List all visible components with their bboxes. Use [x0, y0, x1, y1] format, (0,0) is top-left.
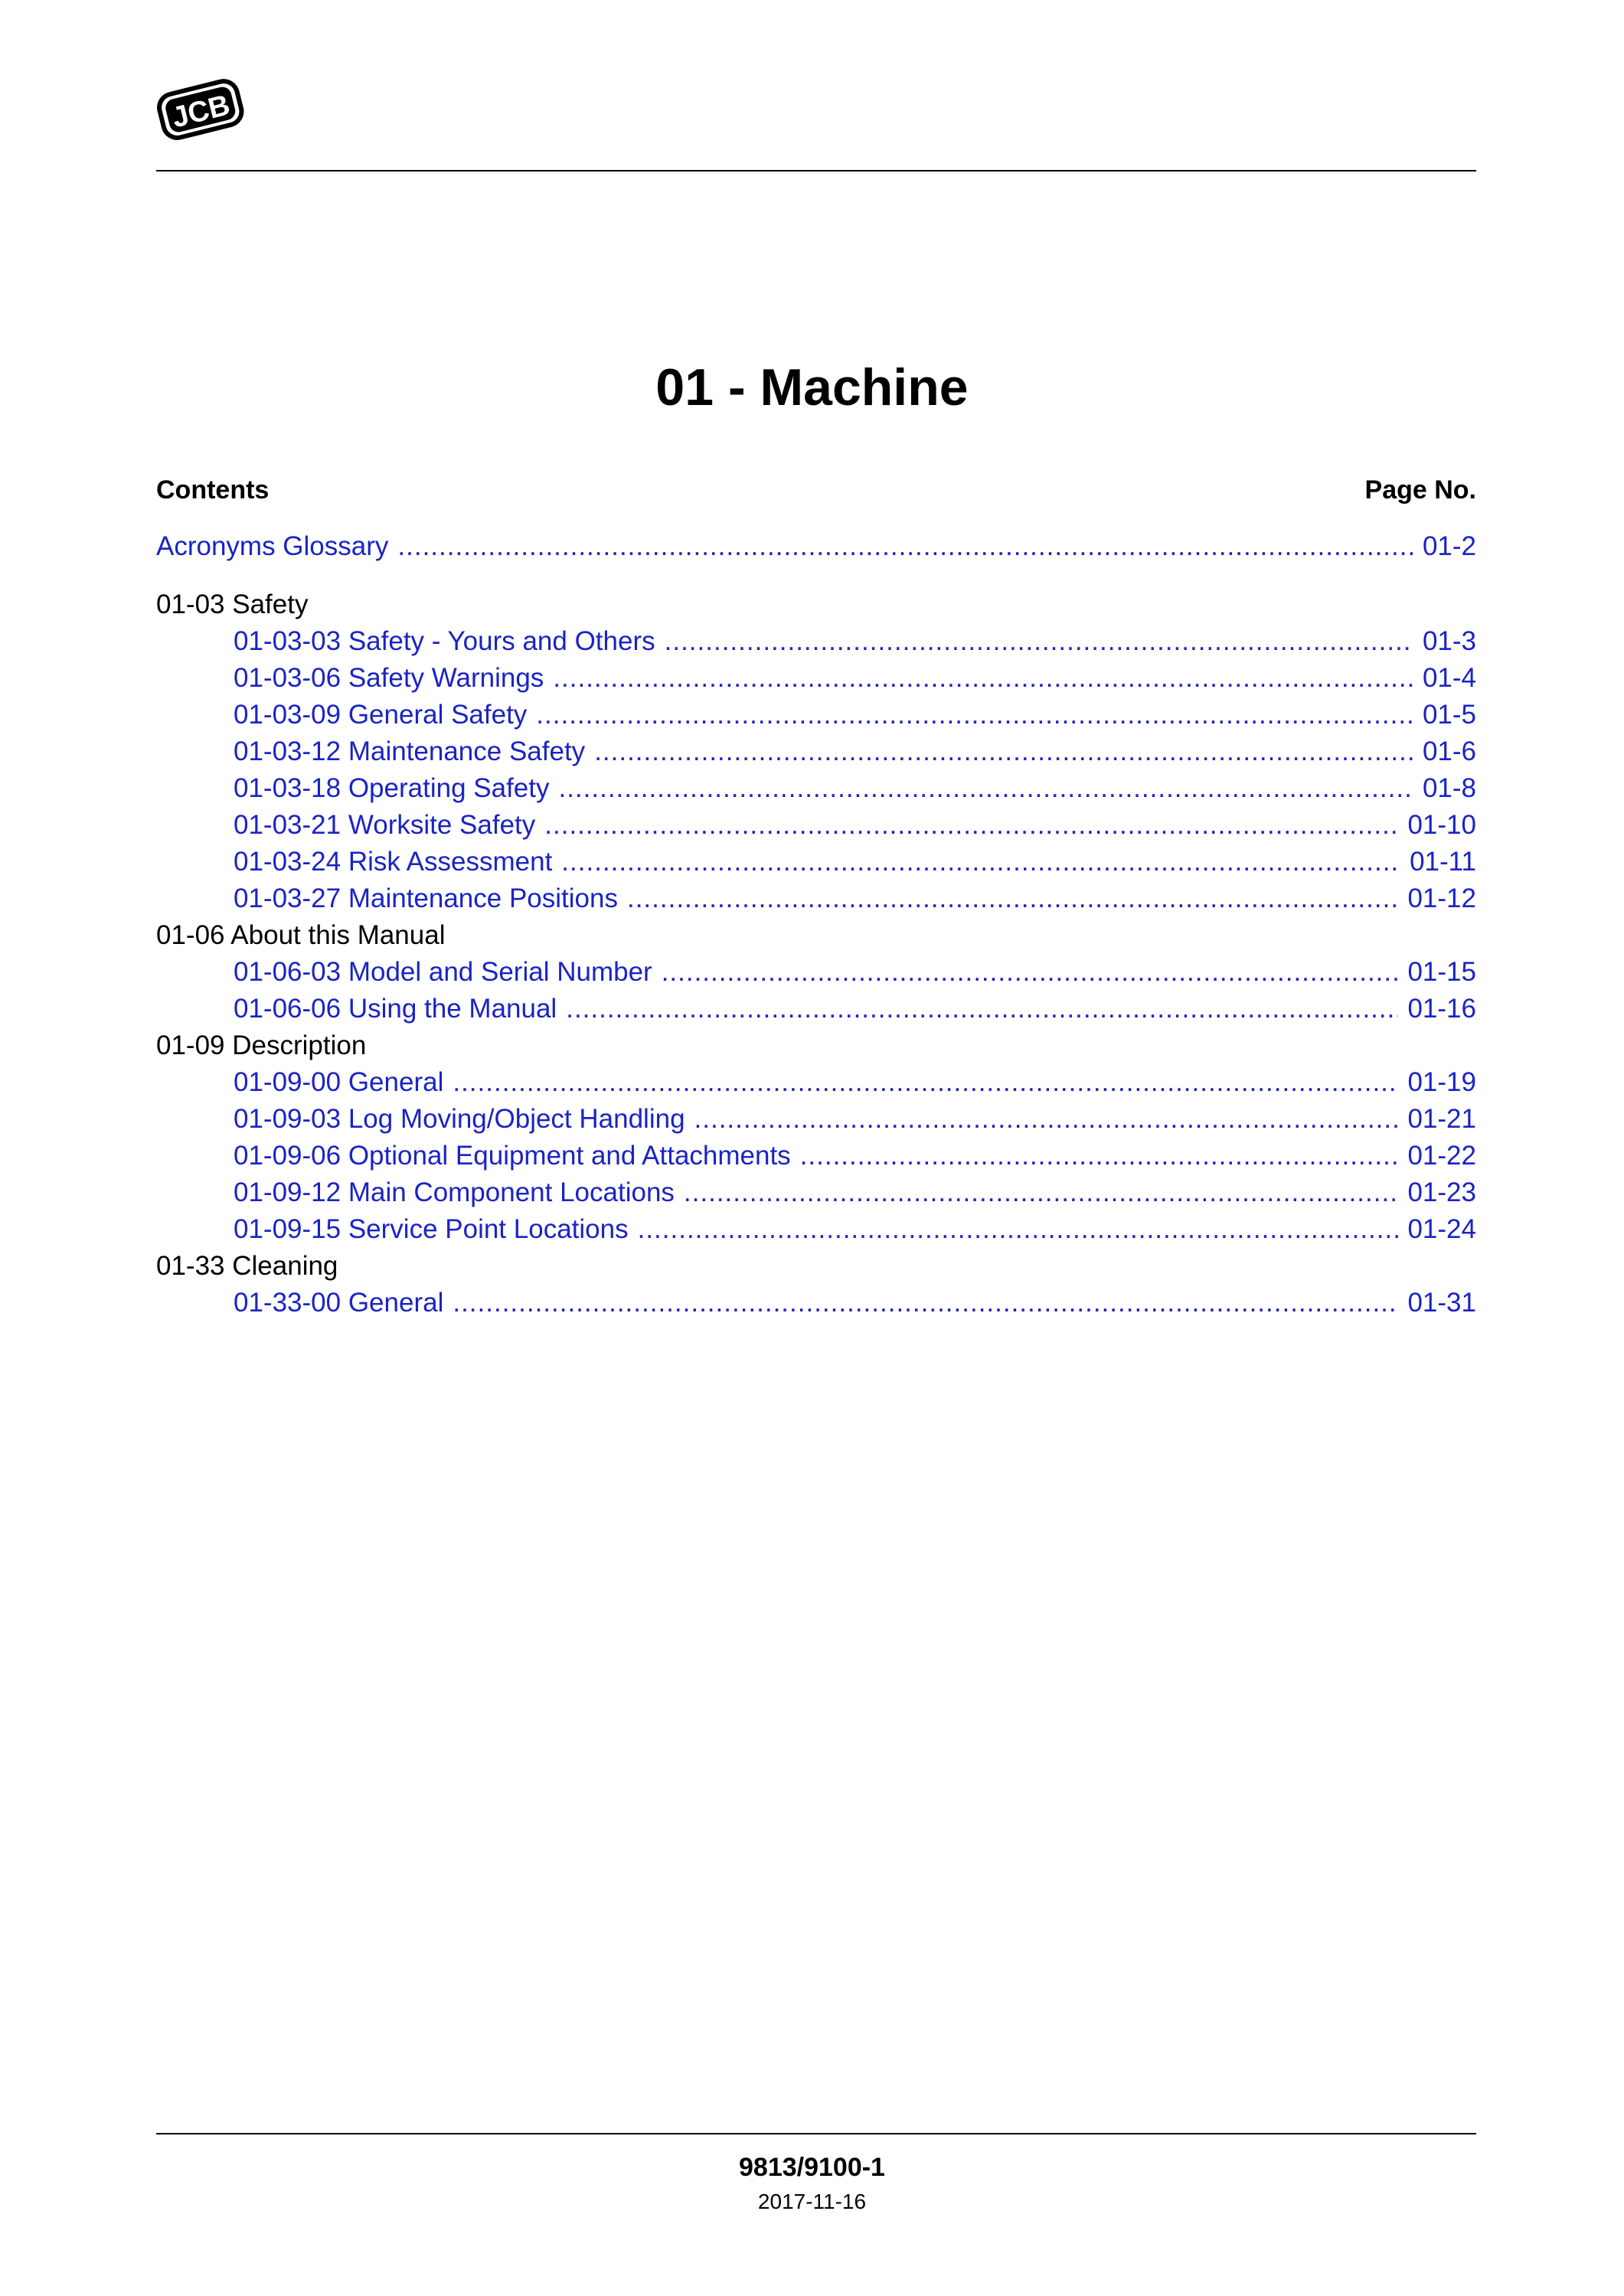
toc-entry[interactable]: 01-03-27 Maintenance Positions ..... 01-12	[156, 880, 1476, 917]
toc-section-label: 01-09 Description	[156, 1030, 367, 1060]
header-rule	[156, 170, 1476, 171]
toc-glossary	[156, 528, 1476, 565]
leader-dots	[553, 660, 1413, 697]
toc-entry[interactable]: 01-09-06 Optional Equipment and Attachments ..... 01-22	[156, 1138, 1476, 1174]
toc-entry[interactable]: 01-06-03 Model and Serial Number ..... 01-15	[156, 954, 1476, 991]
leader-dots	[561, 844, 1400, 880]
leader-dots	[665, 623, 1413, 660]
footer-rule	[156, 2133, 1476, 2134]
leader-dots	[638, 1211, 1399, 1248]
leader-dots	[684, 1174, 1399, 1211]
toc-entry[interactable]: 01-09-15 Service Point Locations ..... 01-24	[156, 1211, 1476, 1248]
leader-dots	[800, 1138, 1399, 1174]
toc-entry[interactable]: 01-03-21 Worksite Safety ..... 01-10	[156, 807, 1476, 844]
toc-entry[interactable]: 01-03-03 Safety - Yours and Others ..... 01-3	[156, 623, 1476, 660]
page-title: 01 - Machine	[655, 358, 969, 416]
leader-dots	[558, 770, 1413, 807]
footer-doc-number: 9813/9100-1	[739, 2153, 885, 2182]
page-no-heading: Page No.	[1364, 475, 1476, 505]
leader-dots	[594, 733, 1413, 770]
toc-entry[interactable]: 01-03-09 General Safety ..... 01-5	[156, 697, 1476, 733]
toc-entry[interactable]: 01-03-18 Operating Safety ..... 01-8	[156, 770, 1476, 807]
leader-dots	[453, 1285, 1398, 1321]
contents-header	[156, 470, 1476, 510]
leader-dots	[536, 697, 1413, 733]
toc-section-label: 01-33 Cleaning	[156, 1251, 338, 1281]
toc-entry-acronyms-glossary[interactable]: Acronyms Glossary ..... 01-2	[156, 528, 1476, 565]
leader-dots	[627, 880, 1398, 917]
contents-heading: Contents	[156, 475, 270, 505]
toc-entry[interactable]: 01-03-24 Risk Assessment ..... 01-11	[156, 844, 1476, 880]
toc-entry[interactable]: 01-03-12 Maintenance Safety ..... 01-6	[156, 733, 1476, 770]
toc-section-label: 01-03 Safety	[156, 590, 309, 619]
leader-dots	[544, 807, 1398, 844]
leader-dots	[662, 954, 1399, 991]
leader-dots	[566, 991, 1398, 1027]
toc-section-label: 01-06 About this Manual	[156, 920, 446, 950]
toc-list	[156, 586, 1476, 1321]
toc-entry[interactable]: 01-03-06 Safety Warnings ..... 01-4	[156, 660, 1476, 697]
toc-entry[interactable]: 01-33-00 General ..... 01-31	[156, 1285, 1476, 1321]
leader-dots	[694, 1101, 1399, 1138]
toc-entry[interactable]: 01-09-12 Main Component Locations ..... 01-23	[156, 1174, 1476, 1211]
footer-date: 2017-11-16	[757, 2190, 867, 2213]
leader-dots	[453, 1064, 1398, 1101]
svg-text:JCB: JCB	[168, 89, 234, 135]
toc-entry[interactable]: 01-09-03 Log Moving/Object Handling ..... 01-21	[156, 1101, 1476, 1138]
jcb-logo-icon	[156, 73, 245, 147]
toc-entry[interactable]: 01-09-00 General ..... 01-19	[156, 1064, 1476, 1101]
toc-entry[interactable]: 01-06-06 Using the Manual ..... 01-16	[156, 991, 1476, 1027]
jcb-logo	[156, 73, 245, 147]
leader-dots	[397, 528, 1413, 565]
